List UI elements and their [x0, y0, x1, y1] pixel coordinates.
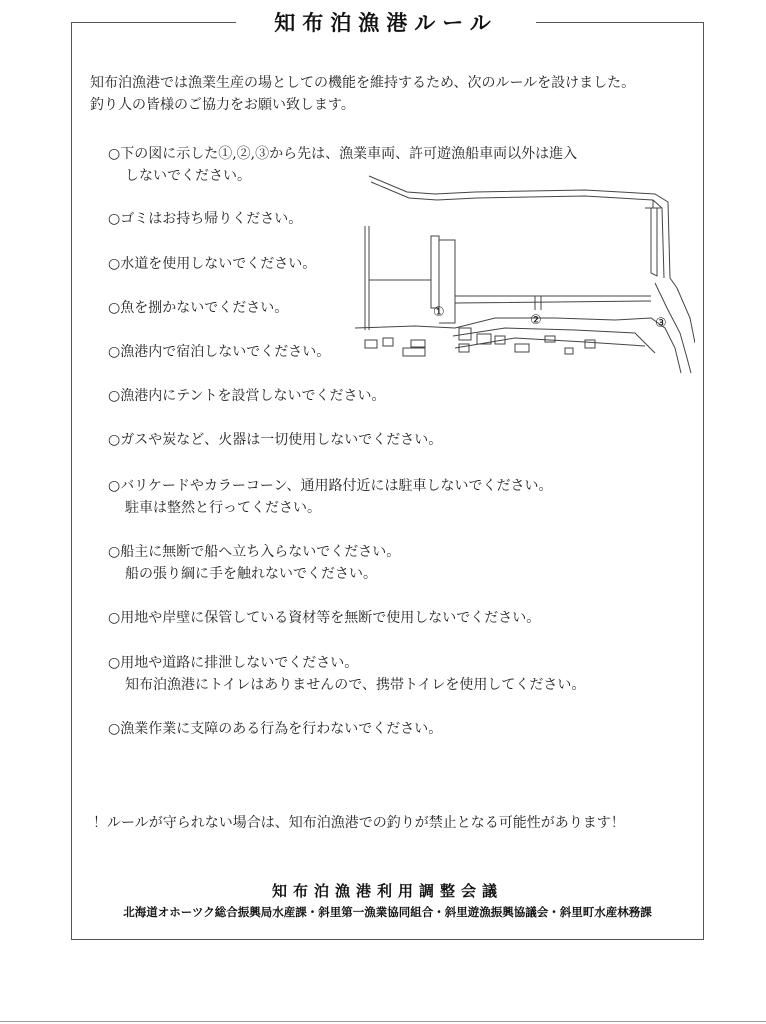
rule-line: ○漁港内で宿泊しないでください。 [108, 344, 331, 360]
rule-item [108, 341, 330, 363]
quay-line [369, 280, 651, 303]
marker-3-label: ③ [655, 316, 667, 331]
building [365, 340, 377, 348]
rule-line: ○船主に無断で船へ立ち入らないでください。 [108, 544, 401, 560]
marker-3 [655, 316, 667, 331]
rule-item [108, 208, 302, 230]
breakwater-cap [645, 200, 661, 208]
building [515, 344, 529, 352]
intro-line-2: 釣り人の皆様のご協力をお願い致します。 [90, 97, 355, 113]
building [585, 340, 595, 348]
marker-2 [530, 313, 542, 328]
rule-line: ○バリケードやカラーコーン、通用路付近には駐車しないでください。 [108, 478, 553, 494]
rule-line: ○用地や道路に排泄しないでください。 [108, 655, 359, 671]
building [565, 348, 573, 354]
rule-subline: しないでください。 [125, 168, 251, 184]
intro-line-1: 知布泊漁港では漁業生産の場としての機能を維持するため、次のルールを設けました。 [90, 75, 636, 91]
rule-item [108, 475, 553, 519]
building [545, 336, 555, 342]
council-name: 知布泊漁港利用調整会議 [271, 882, 503, 900]
rule-line: ○魚を捌かないでください。 [108, 300, 289, 316]
rule-item [108, 652, 585, 696]
rule-item [108, 541, 400, 585]
rule-line: ○用地や岸壁に保管している資材等を無断で使用しないでください。 [108, 610, 541, 626]
rule-item [108, 253, 316, 275]
left-pier-2 [431, 236, 439, 308]
rule-line: ○ゴミはお持ち帰りください。 [108, 211, 303, 227]
building [403, 348, 425, 356]
rule-line: ○下の図に示した①,②,③から先は、漁業車両、許可遊漁船車両以外は進入 [108, 146, 578, 162]
rule-item [108, 718, 442, 740]
rule-line: ○漁港内にテントを設営しないでください。 [108, 388, 386, 404]
marker-1-label: ① [433, 305, 445, 320]
page-bottom-divider [0, 1021, 766, 1022]
building [383, 338, 393, 346]
rule-line: ○ガスや炭など、火器は一切使用しないでください。 [108, 432, 443, 448]
organizations-list: 北海道オホーツク総合振興局水産課・斜里第一漁業協同組合・斜里遊漁振興協議会・斜里町水産林務課 [123, 905, 652, 919]
rule-item [108, 607, 540, 629]
rule-item [108, 429, 442, 451]
marker-1 [433, 305, 445, 320]
page-title: 知布泊漁港ルール [236, 8, 536, 38]
intro-text [90, 72, 710, 116]
building [411, 340, 425, 347]
rule-subline: 船の張り綱に手を触れないでください。 [125, 566, 377, 582]
rule-subline: 知布泊漁港にトイレはありませんので、携帯トイレを使用してください。 [125, 677, 586, 693]
rule-subline: 駐車は整然と行ってください。 [125, 500, 321, 516]
rule-item [108, 385, 386, 407]
road-line [453, 328, 655, 353]
breakwater-inner [371, 182, 664, 278]
warning-text: ！ルールが守られない場合は、知布泊漁港での釣りが禁止となる可能性があります！ [93, 815, 625, 831]
right-pier [651, 208, 657, 276]
rule-line: ○漁業作業に支障のある行為を行わないでください。 [108, 721, 443, 737]
rule-line: ○水道を使用しないでください。 [108, 256, 317, 272]
marker-2-label: ② [530, 313, 542, 328]
rule-item [108, 297, 288, 319]
middle-jetty [535, 296, 541, 310]
harbor-map [355, 168, 695, 380]
building [459, 344, 469, 352]
left-pier-1 [365, 226, 369, 330]
